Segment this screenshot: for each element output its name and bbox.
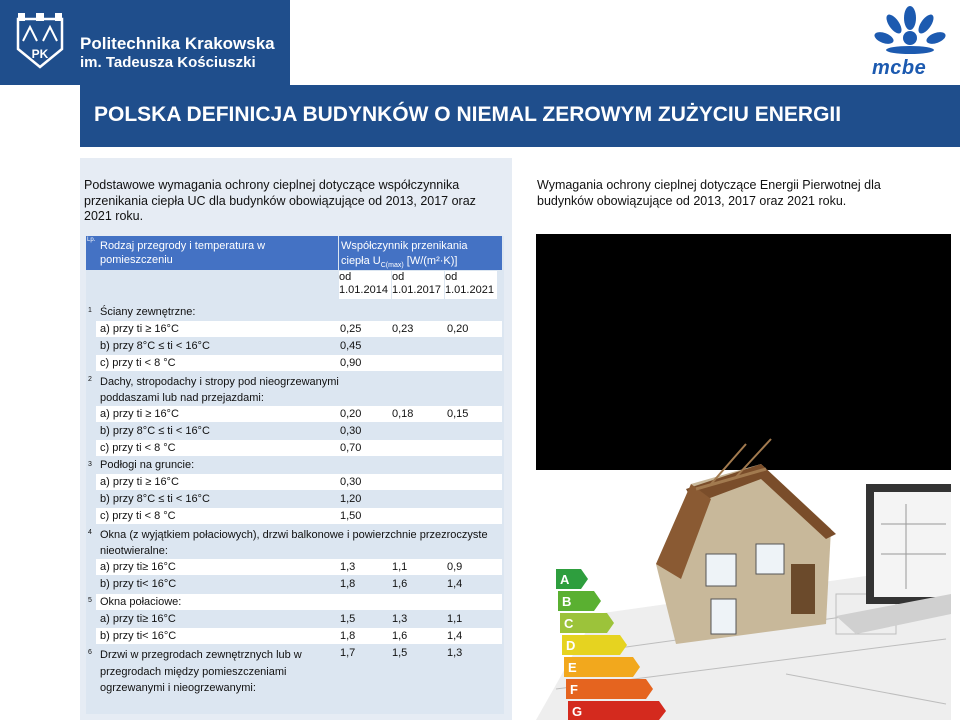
row-number: 1	[88, 307, 92, 314]
energy-label-e: E	[568, 660, 577, 675]
value-2021: 1,3	[447, 647, 463, 659]
value-2014: 1,8	[340, 578, 356, 590]
od-label: od	[339, 271, 352, 283]
table-row	[96, 491, 502, 507]
value-2021: 0,15	[447, 408, 469, 420]
header-coef-sub: C(max)	[380, 262, 404, 270]
value-2017: 1,6	[392, 630, 408, 642]
house-energy-image	[536, 234, 951, 720]
table-row	[96, 457, 502, 473]
row-label: a) przy ti ≥ 16°C	[100, 476, 179, 488]
table-row	[96, 355, 502, 371]
logo-line-2: im. Tadeusza Kościuszki	[80, 54, 256, 71]
header-coef-line1: Współczynnik przenikania	[341, 240, 468, 252]
value-2021: 1,4	[447, 578, 463, 590]
page-title: POLSKA DEFINICJA BUDYNKÓW O NIEMAL ZEROWYM ZUŻYCIU ENERGII	[94, 103, 842, 126]
table-row	[96, 526, 502, 558]
row-number: 3	[88, 461, 92, 468]
row-label: b) przy ti< 16°C	[100, 578, 177, 590]
table-row	[96, 423, 502, 439]
row-label: a) przy ti ≥ 16°C	[100, 408, 179, 420]
intro-right-text: Wymagania ochrony cieplnej dotyczące Energii Pierwotnej dla budynków obowiązujące od 2013, 2017 oraz 2021 roku.	[537, 178, 881, 208]
table-header-coefficient	[339, 236, 502, 270]
row-label: b) przy 8°C ≤ ti < 16°C	[100, 340, 210, 352]
logo-line-1: Politechnika Krakowska	[80, 34, 275, 53]
table-row	[96, 338, 502, 354]
table-row	[96, 406, 502, 422]
value-2014: 1,7	[340, 647, 356, 659]
row-number: 4	[88, 529, 92, 536]
row-number: 6	[88, 649, 92, 656]
row-label: Ściany zewnętrzne:	[100, 306, 196, 318]
row-label: c) przy ti < 8 °C	[100, 510, 176, 522]
table-row	[96, 559, 502, 575]
energy-label-f: F	[570, 682, 578, 697]
value-2021: 1,1	[447, 613, 463, 625]
row-label: Okna połaciowe:	[100, 596, 182, 608]
value-2014: 0,90	[340, 357, 362, 369]
date-2017: 1.01.2017	[392, 284, 441, 296]
value-2014: 0,70	[340, 442, 362, 454]
date-header-2017	[392, 271, 444, 299]
row-label: b) przy 8°C ≤ ti < 16°C	[100, 425, 210, 437]
table-row	[96, 440, 502, 456]
row-label: b) przy ti< 16°C	[100, 630, 177, 642]
title-bar	[80, 85, 960, 147]
row-label: a) przy ti ≥ 16°C	[100, 323, 179, 335]
date-header-2021	[445, 271, 497, 299]
row-label: a) przy ti≥ 16°C	[100, 561, 176, 573]
row-label: c) przy ti < 8 °C	[100, 357, 176, 369]
table-row	[96, 645, 502, 695]
value-2014: 0,30	[340, 476, 362, 488]
table-row	[96, 508, 502, 524]
value-2017: 0,23	[392, 323, 414, 335]
table-row	[96, 474, 502, 490]
value-2014: 1,5	[340, 613, 356, 625]
od-label: od	[392, 271, 405, 283]
crest-letters: PK	[31, 47, 49, 61]
table-row	[96, 594, 502, 610]
university-crest-icon	[15, 11, 65, 71]
header-coef-line2: ciepła $U_{C(max)}$ [W/(m²·K)]	[341, 255, 458, 270]
value-2017: 1,3	[392, 613, 408, 625]
value-2017: 1,1	[392, 561, 408, 573]
energy-illustration	[536, 234, 951, 720]
table-header-type	[86, 236, 338, 270]
value-2014: 1,3	[340, 561, 356, 573]
table-row	[96, 611, 502, 627]
university-logo-banner	[0, 0, 290, 85]
header-type-label: Rodzaj przegrody i temperatura w pomieszczeniu	[100, 240, 266, 266]
date-2014: 1.01.2014	[339, 284, 388, 296]
row-label: Drzwi w przegrodach zewnętrznych lub w przegrodach między pomieszczeniami ogrzewanymi i nieogrzewanymi:	[100, 649, 302, 694]
value-2017: 0,18	[392, 408, 414, 420]
row-number: 2	[88, 376, 92, 383]
table-row	[96, 304, 502, 320]
u-coefficient-table	[86, 236, 504, 714]
row-label: Dachy, stropodachy i stropy pod nieogrzewanymi poddaszami lub nad przejazdami:	[100, 376, 339, 404]
value-2017: 1,5	[392, 647, 408, 659]
value-2014: 1,50	[340, 510, 362, 522]
row-label: b) przy 8°C ≤ ti < 16°C	[100, 493, 210, 505]
value-2021: 0,20	[447, 323, 469, 335]
mcbe-brand-text: mcbe	[872, 57, 927, 79]
value-2014: 0,30	[340, 425, 362, 437]
table-row	[96, 373, 502, 405]
row-number: 5	[88, 597, 92, 604]
value-2017: 1,6	[392, 578, 408, 590]
value-2014: 0,25	[340, 323, 362, 335]
row-label: Podłogi na gruncie:	[100, 459, 195, 471]
energy-label-d: D	[566, 638, 576, 653]
od-label: od	[445, 271, 458, 283]
row-label: Okna (z wyjątkiem połaciowych), drzwi balkonowe i powierzchnie przezroczyste nieotwieralne:	[100, 529, 488, 557]
value-2014: 0,20	[340, 408, 362, 420]
header-lp: Lp.	[87, 237, 96, 243]
table-row	[96, 576, 502, 592]
value-2021: 1,4	[447, 630, 463, 642]
table-row	[96, 321, 502, 337]
energy-label-a: A	[560, 572, 570, 587]
energy-label-b: B	[562, 594, 572, 609]
table-row	[96, 628, 502, 644]
date-header-2014	[339, 271, 391, 299]
row-label: c) przy ti < 8 °C	[100, 442, 176, 454]
value-2014: 1,8	[340, 630, 356, 642]
value-2014: 1,20	[340, 493, 362, 505]
value-2014: 0,45	[340, 340, 362, 352]
date-2021: 1.01.2021	[445, 284, 494, 296]
energy-label-g: G	[572, 704, 583, 719]
value-2021: 0,9	[447, 561, 463, 573]
intro-left-text: Podstawowe wymagania ochrony cieplnej dotyczące współczynnika przenikania ciepła UC dla budynków obowiązujące od 2013, 2017 oraz 2021 roku.	[84, 178, 476, 223]
row-label: a) przy ti≥ 16°C	[100, 613, 176, 625]
energy-label-c: C	[564, 616, 574, 631]
